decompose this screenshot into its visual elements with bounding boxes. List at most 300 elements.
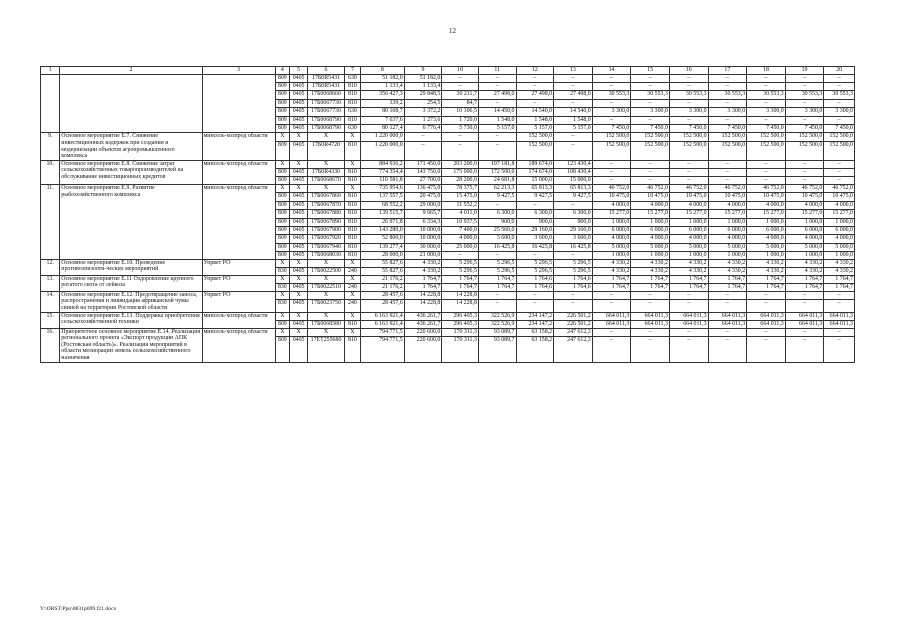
amount-cell: 15 277,0 bbox=[747, 210, 786, 218]
budget-code-cell: 0405 bbox=[289, 227, 307, 235]
table-row bbox=[41, 74, 855, 82]
budget-code-cell: 0405 bbox=[289, 108, 307, 116]
amount-cell: 46 752,0 bbox=[708, 185, 747, 193]
amount-cell: 152 500,0 bbox=[516, 133, 554, 141]
amount-cell: 4 000,0 bbox=[708, 201, 747, 209]
amount-cell: 7 400,0 bbox=[442, 227, 479, 235]
executor: минсель-хозпрод области bbox=[202, 312, 275, 328]
amount-cell: – bbox=[785, 82, 824, 90]
budget-code-cell: X bbox=[289, 291, 307, 299]
amount-cell: – bbox=[785, 291, 824, 299]
amount-cell: 4 011,0 bbox=[442, 210, 479, 218]
amount-cell: 1 764,7 bbox=[669, 284, 708, 292]
budget-code-cell: 809 bbox=[275, 116, 289, 124]
amount-cell: 68 552,2 bbox=[361, 201, 405, 209]
amount-cell: 4 000,0 bbox=[669, 201, 708, 209]
amount-cell: 6 300,0 bbox=[516, 210, 554, 218]
amount-cell: 10 475,0 bbox=[747, 193, 786, 201]
amount-cell: 63 158,2 bbox=[516, 328, 554, 336]
amount-cell: 5 000,0 bbox=[785, 243, 824, 251]
amount-cell: 3 372,2 bbox=[404, 108, 442, 116]
amount-cell: – bbox=[631, 169, 670, 177]
amount-cell: 664 011,3 bbox=[747, 320, 786, 328]
amount-cell: 16 425,8 bbox=[554, 243, 593, 251]
amount-cell: 322 526,9 bbox=[478, 320, 516, 328]
budget-code-cell: X bbox=[275, 185, 289, 193]
budget-code-cell: 0405 bbox=[289, 124, 307, 132]
amount-cell: 5 000,0 bbox=[592, 243, 631, 251]
page-number: 12 bbox=[449, 27, 456, 35]
row-number: 9. bbox=[41, 133, 60, 160]
amount-cell: 27 498,0 bbox=[554, 91, 593, 99]
amount-cell: – bbox=[747, 169, 786, 177]
budget-code-cell: X bbox=[289, 133, 307, 141]
budget-code-cell: 0405 bbox=[289, 284, 307, 292]
budget-code-cell: 17Б0023750 bbox=[308, 300, 345, 312]
amount-cell: 4 330,2 bbox=[824, 268, 855, 276]
amount-cell: – bbox=[554, 291, 593, 299]
amount-cell: – bbox=[592, 74, 631, 82]
budget-code-cell: 0405 bbox=[289, 193, 307, 201]
budget-code-cell: X bbox=[275, 291, 289, 299]
amount-cell: 3 300,0 bbox=[785, 108, 824, 116]
budget-code-cell: X bbox=[275, 160, 289, 168]
table-row bbox=[41, 275, 855, 283]
amount-cell: – bbox=[708, 300, 747, 312]
budget-code-cell: 0405 bbox=[289, 336, 307, 362]
budget-code-cell: 810 bbox=[344, 252, 360, 260]
amount-cell: 11 552,2 bbox=[442, 201, 479, 209]
amount-cell: 1 000,0 bbox=[747, 218, 786, 226]
amount-cell: 15 277,0 bbox=[592, 210, 631, 218]
amount-cell: 664 011,3 bbox=[708, 312, 747, 320]
amount-cell: 15 277,0 bbox=[824, 210, 855, 218]
budget-code-cell: 0405 bbox=[289, 141, 307, 160]
amount-cell: 664 011,3 bbox=[592, 312, 631, 320]
amount-cell: 25 560,0 bbox=[478, 227, 516, 235]
amount-cell: 4 000,0 bbox=[631, 201, 670, 209]
amount-cell: – bbox=[592, 116, 631, 124]
amount-cell: – bbox=[592, 336, 631, 362]
activity-name: Приоритетное основное мероприятие Е.14. Реализация регионального проекта «Экспорт продукции АПК (Ростовская область)». Реализация мероприятий в области мелиорации земель сельскохозяйственного назначения bbox=[61, 328, 201, 361]
amount-cell: – bbox=[478, 201, 516, 209]
amount-cell: 1 548,0 bbox=[516, 116, 554, 124]
column-number-row bbox=[41, 67, 855, 75]
budget-code-cell: X bbox=[344, 160, 360, 168]
amount-cell: 5 000,0 bbox=[824, 243, 855, 251]
amount-cell: 5 296,5 bbox=[554, 259, 593, 267]
amount-cell: 3 300,0 bbox=[669, 108, 708, 116]
amount-cell: 234 147,2 bbox=[516, 312, 554, 320]
amount-cell: 10 106,5 bbox=[442, 108, 479, 116]
budget-code-cell: 809 bbox=[275, 177, 289, 185]
amount-cell: – bbox=[478, 291, 516, 299]
amount-cell: 15 000,0 bbox=[516, 177, 554, 185]
amount-cell: 1 764,6 bbox=[516, 275, 554, 283]
amount-cell: 139 515,7 bbox=[361, 210, 405, 218]
amount-cell: 4 330,2 bbox=[631, 268, 670, 276]
budget-code-cell: 17Б0067880 bbox=[308, 210, 345, 218]
amount-cell: 52 800,0 bbox=[361, 235, 405, 243]
amount-cell: 7 450,0 bbox=[669, 124, 708, 132]
column-number: 7 bbox=[344, 67, 360, 75]
amount-cell: 15 475,0 bbox=[442, 193, 479, 201]
amount-cell: 30 553,3 bbox=[631, 91, 670, 99]
amount-cell: 16 425,8 bbox=[478, 243, 516, 251]
amount-cell: 143 750,0 bbox=[404, 169, 442, 177]
amount-cell: 3 600,0 bbox=[478, 235, 516, 243]
amount-cell: 5 000,0 bbox=[708, 243, 747, 251]
amount-cell: – bbox=[554, 99, 593, 107]
amount-cell: 84,7 bbox=[442, 99, 479, 107]
amount-cell: 1 764,6 bbox=[554, 284, 593, 292]
amount-cell: 3 300,0 bbox=[592, 108, 631, 116]
budget-code-cell: 240 bbox=[344, 300, 360, 312]
column-number: 1 bbox=[41, 67, 60, 75]
amount-cell: 10 937,5 bbox=[442, 218, 479, 226]
budget-code-cell: 630 bbox=[344, 124, 360, 132]
amount-cell: 27 498,0 bbox=[478, 91, 516, 99]
amount-cell: – bbox=[592, 291, 631, 299]
budget-code-cell: X bbox=[308, 291, 345, 299]
budget-table bbox=[40, 66, 855, 363]
amount-cell: 30 553,3 bbox=[669, 91, 708, 99]
amount-cell: 55 827,6 bbox=[361, 259, 405, 267]
amount-cell: 5 296,5 bbox=[478, 259, 516, 267]
amount-cell: 152 500,0 bbox=[669, 141, 708, 160]
amount-cell: 7 450,0 bbox=[631, 124, 670, 132]
column-number: 12 bbox=[516, 67, 554, 75]
budget-code-cell: X bbox=[308, 259, 345, 267]
amount-cell: – bbox=[631, 116, 670, 124]
amount-cell: 46 752,0 bbox=[631, 185, 670, 193]
row-number: 11. bbox=[41, 185, 60, 260]
amount-cell: 78 375,7 bbox=[442, 185, 479, 193]
amount-cell: – bbox=[747, 291, 786, 299]
amount-cell: 7 450,0 bbox=[747, 124, 786, 132]
amount-cell: 15 000,0 bbox=[554, 177, 593, 185]
amount-cell: 5 730,0 bbox=[442, 124, 479, 132]
budget-code-cell: 810 bbox=[344, 243, 360, 251]
amount-cell: – bbox=[785, 99, 824, 107]
amount-cell: 152 500,0 bbox=[516, 141, 554, 160]
amount-cell: 46 752,0 bbox=[785, 185, 824, 193]
amount-cell: 203 200,0 bbox=[442, 160, 479, 168]
amount-cell: – bbox=[708, 160, 747, 168]
amount-cell: 1 000,0 bbox=[592, 218, 631, 226]
column-number: 6 bbox=[308, 67, 345, 75]
row-number: 13. bbox=[41, 275, 60, 291]
budget-code-cell: 810 bbox=[344, 336, 360, 362]
amount-cell: 1 764,7 bbox=[824, 275, 855, 283]
amount-cell: 5 000,0 bbox=[631, 243, 670, 251]
amount-cell: 1 764,7 bbox=[592, 275, 631, 283]
amount-cell: 93 089,7 bbox=[478, 328, 516, 336]
amount-cell: – bbox=[747, 177, 786, 185]
amount-cell: 46 752,0 bbox=[747, 185, 786, 193]
amount-cell: 1 133,4 bbox=[404, 82, 442, 90]
amount-cell: 46 752,0 bbox=[592, 185, 631, 193]
budget-code-cell: 810 bbox=[344, 201, 360, 209]
amount-cell: 3 300,0 bbox=[824, 108, 855, 116]
amount-cell: 62 213,3 bbox=[478, 185, 516, 193]
amount-cell: 664 011,3 bbox=[631, 312, 670, 320]
budget-code-cell: X bbox=[308, 133, 345, 141]
budget-code-cell: 17Б0068580 bbox=[308, 320, 345, 328]
amount-cell: 234 147,2 bbox=[516, 320, 554, 328]
budget-code-cell: 17Б0067940 bbox=[308, 243, 345, 251]
amount-cell: 189 674,0 bbox=[516, 160, 554, 168]
table-row bbox=[41, 328, 855, 336]
amount-cell: 152 500,0 bbox=[824, 133, 855, 141]
amount-cell: 664 011,3 bbox=[824, 320, 855, 328]
budget-code-cell: 809 bbox=[275, 74, 289, 82]
column-number: 16 bbox=[669, 67, 708, 75]
amount-cell: – bbox=[785, 177, 824, 185]
amount-cell: 6 000,0 bbox=[631, 227, 670, 235]
amount-cell: – bbox=[708, 328, 747, 336]
table-row bbox=[41, 185, 855, 193]
amount-cell: 5 296,5 bbox=[516, 268, 554, 276]
amount-cell: – bbox=[554, 141, 593, 160]
budget-code-cell: 0405 bbox=[289, 177, 307, 185]
amount-cell: 5 296,5 bbox=[478, 268, 516, 276]
amount-cell: 735 954,6 bbox=[361, 185, 405, 193]
budget-code-cell: 17Б0R5431 bbox=[308, 82, 345, 90]
amount-cell: 254,5 bbox=[404, 99, 442, 107]
column-number: 8 bbox=[361, 67, 405, 75]
column-number: 5 bbox=[289, 67, 307, 75]
budget-code-cell: 17Б0068030 bbox=[308, 252, 345, 260]
amount-cell: 1 764,7 bbox=[404, 275, 442, 283]
budget-code-cell: 830 bbox=[275, 268, 289, 276]
budget-code-cell: 810 bbox=[344, 227, 360, 235]
amount-cell: – bbox=[785, 74, 824, 82]
amount-cell: 14 450,0 bbox=[478, 108, 516, 116]
amount-cell: – bbox=[442, 133, 479, 141]
activity-name: Основное мероприятие Е.10. Проведение противоэпизооти-ческих мероприятий bbox=[60, 259, 202, 275]
activity-name: Основное мероприятие Е.8. Снижение затрат сельскохозяйственных товаропроизводителей на обслуживание инвестиционных кредитов bbox=[60, 160, 202, 184]
amount-cell: 27 700,0 bbox=[404, 177, 442, 185]
amount-cell: 1 764,7 bbox=[708, 275, 747, 283]
amount-cell: 4 330,2 bbox=[785, 268, 824, 276]
budget-code-cell: 17ЕТ255680 bbox=[308, 336, 345, 362]
amount-cell: 5 157,0 bbox=[478, 124, 516, 132]
amount-cell: – bbox=[747, 82, 786, 90]
amount-cell: 30 000,0 bbox=[404, 243, 442, 251]
budget-code-cell: 630 bbox=[344, 108, 360, 116]
amount-cell: – bbox=[404, 141, 442, 160]
amount-cell: – bbox=[631, 291, 670, 299]
amount-cell: 21 176,2 bbox=[361, 284, 405, 292]
amount-cell: 14 540,0 bbox=[554, 108, 593, 116]
row-number: 16. bbox=[41, 328, 60, 362]
row-number: 14. bbox=[41, 291, 60, 312]
budget-code-cell: X bbox=[344, 328, 360, 336]
amount-cell: 152 500,0 bbox=[592, 133, 631, 141]
amount-cell: 10 475,0 bbox=[631, 193, 670, 201]
amount-cell: 21 176,2 bbox=[361, 275, 405, 283]
amount-cell: – bbox=[404, 133, 442, 141]
budget-code-cell: X bbox=[308, 275, 345, 283]
budget-code-cell: X bbox=[275, 259, 289, 267]
amount-cell: 900,0 bbox=[516, 218, 554, 226]
amount-cell: 1 764,7 bbox=[442, 275, 479, 283]
amount-cell: 4 330,2 bbox=[592, 268, 631, 276]
amount-cell: 4 330,2 bbox=[747, 268, 786, 276]
amount-cell: 5 296,5 bbox=[516, 259, 554, 267]
column-number: 9 bbox=[404, 67, 442, 75]
budget-code-cell: 809 bbox=[275, 320, 289, 328]
amount-cell: – bbox=[824, 336, 855, 362]
amount-cell: 29 160,0 bbox=[554, 227, 593, 235]
budget-code-cell: 810 bbox=[344, 320, 360, 328]
amount-cell: – bbox=[824, 160, 855, 168]
amount-cell: 28 200,0 bbox=[442, 177, 479, 185]
amount-cell: – bbox=[478, 82, 516, 90]
amount-cell: 30 553,3 bbox=[708, 91, 747, 99]
amount-cell: 10 000,0 bbox=[404, 227, 442, 235]
amount-cell: 1 764,7 bbox=[669, 275, 708, 283]
amount-cell: 152 500,0 bbox=[708, 133, 747, 141]
amount-cell: 4 330,2 bbox=[404, 268, 442, 276]
amount-cell: 247 612,3 bbox=[554, 328, 593, 336]
executor bbox=[202, 74, 275, 133]
amount-cell: 143 280,0 bbox=[361, 227, 405, 235]
amount-cell: 220 600,0 bbox=[404, 336, 442, 362]
amount-cell: 30 553,3 bbox=[824, 91, 855, 99]
amount-cell: 93 089,7 bbox=[478, 336, 516, 362]
amount-cell: 226 501,2 bbox=[554, 320, 593, 328]
amount-cell: 14 228,8 bbox=[442, 291, 479, 299]
amount-cell: – bbox=[824, 116, 855, 124]
amount-cell: 5 296,5 bbox=[442, 259, 479, 267]
amount-cell: – bbox=[631, 82, 670, 90]
amount-cell: 220 600,0 bbox=[404, 328, 442, 336]
amount-cell: 1 000,0 bbox=[669, 252, 708, 260]
budget-code-cell: 809 bbox=[275, 227, 289, 235]
amount-cell: 7 450,0 bbox=[708, 124, 747, 132]
amount-cell: – bbox=[554, 201, 593, 209]
amount-cell: – bbox=[554, 74, 593, 82]
amount-cell: 152 500,0 bbox=[669, 133, 708, 141]
budget-code-cell: 17Б0R4330 bbox=[308, 169, 345, 177]
executor: Упрвет РО bbox=[202, 259, 275, 275]
amount-cell: 4 000,0 bbox=[824, 235, 855, 243]
amount-cell: 1 764,7 bbox=[404, 284, 442, 292]
amount-cell: – bbox=[669, 328, 708, 336]
budget-code-cell: X bbox=[275, 328, 289, 336]
amount-cell: – bbox=[669, 74, 708, 82]
budget-code-cell: 809 bbox=[275, 99, 289, 107]
amount-cell: 1 000,0 bbox=[747, 252, 786, 260]
amount-cell: 4 000,0 bbox=[824, 201, 855, 209]
amount-cell: 7 450,0 bbox=[592, 124, 631, 132]
amount-cell: 21 000,0 bbox=[404, 252, 442, 260]
amount-cell: 25 000,0 bbox=[442, 243, 479, 251]
amount-cell: – bbox=[747, 336, 786, 362]
amount-cell: 436 261,7 bbox=[404, 312, 442, 320]
amount-cell: 247 612,3 bbox=[554, 336, 593, 362]
amount-cell: – bbox=[824, 300, 855, 312]
budget-code-cell: X bbox=[344, 291, 360, 299]
amount-cell: 5 157,0 bbox=[516, 124, 554, 132]
budget-code-cell: X bbox=[289, 259, 307, 267]
budget-code-cell: 17Б0022500 bbox=[308, 268, 345, 276]
budget-code-cell: X bbox=[308, 328, 345, 336]
amount-cell: – bbox=[442, 82, 479, 90]
amount-cell: – bbox=[669, 82, 708, 90]
budget-code-cell: 810 bbox=[344, 141, 360, 160]
budget-code-cell: 0405 bbox=[289, 116, 307, 124]
amount-cell: 14 228,8 bbox=[404, 291, 442, 299]
activity-name: Основное мероприятие Е.11 Оздоровление крупного рогатого скота от лейкоза bbox=[60, 275, 202, 291]
amount-cell: 4 330,2 bbox=[631, 259, 670, 267]
budget-code-cell: 17Б0068790 bbox=[308, 124, 345, 132]
activity-name: Основное мероприятие Е.13. Поддержка приобретения сельскохозяйственной техники bbox=[60, 312, 202, 328]
amount-cell: – bbox=[785, 328, 824, 336]
amount-cell: 322 526,9 bbox=[478, 312, 516, 320]
amount-cell: 28 457,6 bbox=[361, 291, 405, 299]
amount-cell: 108 430,4 bbox=[554, 169, 593, 177]
amount-cell: 28 000,0 bbox=[361, 252, 405, 260]
amount-cell: – bbox=[516, 82, 554, 90]
amount-cell: 774 354,4 bbox=[361, 169, 405, 177]
amount-cell: – bbox=[747, 328, 786, 336]
budget-code-cell: 0405 bbox=[289, 243, 307, 251]
amount-cell: 110 581,8 bbox=[361, 177, 405, 185]
amount-cell: – bbox=[442, 252, 479, 260]
amount-cell: 6 163 921,4 bbox=[361, 320, 405, 328]
budget-code-cell: 630 bbox=[344, 74, 360, 82]
amount-cell: – bbox=[669, 291, 708, 299]
amount-cell: – bbox=[592, 160, 631, 168]
executor: минсель-хозпрод области bbox=[202, 328, 275, 362]
amount-cell: 3 600,0 bbox=[516, 235, 554, 243]
amount-cell: 3 300,0 bbox=[631, 108, 670, 116]
amount-cell: 5 296,5 bbox=[442, 268, 479, 276]
budget-code-cell: 240 bbox=[344, 268, 360, 276]
budget-code-cell: 810 bbox=[344, 82, 360, 90]
amount-cell: 4 330,2 bbox=[708, 268, 747, 276]
amount-cell: – bbox=[669, 177, 708, 185]
amount-cell: – bbox=[516, 252, 554, 260]
amount-cell: 175 000,0 bbox=[442, 169, 479, 177]
amount-cell: – bbox=[478, 252, 516, 260]
amount-cell: 137 557,5 bbox=[361, 193, 405, 201]
amount-cell: 1 000,0 bbox=[824, 218, 855, 226]
row-number bbox=[41, 74, 60, 133]
amount-cell: – bbox=[478, 133, 516, 141]
activity-name bbox=[60, 74, 202, 133]
amount-cell: 152 500,0 bbox=[747, 133, 786, 141]
budget-code-cell: 0405 bbox=[289, 82, 307, 90]
column-number: 19 bbox=[785, 67, 824, 75]
amount-cell: 6 163 921,4 bbox=[361, 312, 405, 320]
amount-cell: 152 500,0 bbox=[631, 141, 670, 160]
amount-cell: – bbox=[592, 177, 631, 185]
amount-cell: – bbox=[516, 74, 554, 82]
amount-cell: 1 000,0 bbox=[631, 218, 670, 226]
amount-cell: – bbox=[478, 99, 516, 107]
amount-cell: 10 475,0 bbox=[824, 193, 855, 201]
amount-cell: 4 330,2 bbox=[708, 259, 747, 267]
budget-code-cell: 810 bbox=[344, 210, 360, 218]
amount-cell: – bbox=[554, 82, 593, 90]
amount-cell: – bbox=[669, 169, 708, 177]
amount-cell: 63 158,2 bbox=[516, 336, 554, 362]
budget-code-cell: X bbox=[344, 312, 360, 320]
